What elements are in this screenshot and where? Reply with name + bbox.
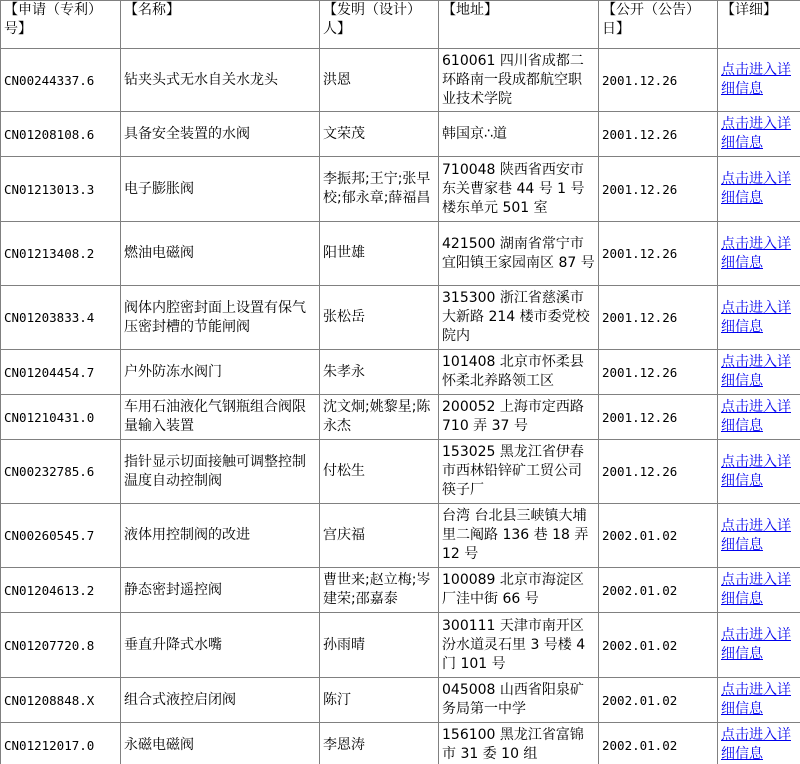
pub-date-cell: 2002.01.02 (599, 504, 718, 568)
app-no-cell: CN00244337.6 (1, 49, 121, 112)
address-cell: 153025 黑龙江省伊春市西林铅锌矿工贸公司筷子厂 (439, 440, 599, 504)
name-cell: 电子膨胀阀 (121, 157, 320, 222)
detail-link[interactable]: 点击进入详细信息 (721, 171, 791, 206)
detail-link[interactable]: 点击进入详细信息 (721, 354, 791, 389)
detail-link[interactable]: 点击进入详细信息 (721, 727, 791, 762)
table-row (1, 112, 800, 157)
address-cell: 156100 黑龙江省富锦市 31 委 10 组 (439, 723, 599, 764)
header-address: 【地址】 (439, 1, 599, 49)
header-inventor: 【发明（设计）人】 (320, 1, 439, 49)
app-no-cell: CN01204613.2 (1, 568, 121, 613)
name-cell: 永磁电磁阀 (121, 723, 320, 764)
address-cell: 100089 北京市海淀区厂洼中街 66 号 (439, 568, 599, 613)
detail-cell (718, 678, 800, 723)
pub-date-cell: 2001.12.26 (599, 440, 718, 504)
address-cell: 045008 山西省阳泉矿务局第一中学 (439, 678, 599, 723)
detail-cell (718, 112, 800, 157)
address-cell: 200052 上海市定西路 710 弄 37 号 (439, 395, 599, 440)
address-cell: 421500 湖南省常宁市宜阳镇王家园南区 87 号 (439, 222, 599, 286)
table-row (1, 49, 800, 112)
name-cell: 静态密封遥控阀 (121, 568, 320, 613)
inventor-cell: 朱孝永 (320, 350, 439, 395)
inventor-cell: 张松岳 (320, 286, 439, 350)
name-cell: 燃油电磁阀 (121, 222, 320, 286)
inventor-cell: 宫庆福 (320, 504, 439, 568)
detail-cell (718, 286, 800, 350)
inventor-cell: 洪恩 (320, 49, 439, 112)
inventor-cell: 李振邦;王宁;张早校;郁永章;薛福昌 (320, 157, 439, 222)
header-detail: 【详细】 (718, 1, 800, 49)
name-cell: 指针显示切面接触可调整控制温度自动控制阀 (121, 440, 320, 504)
detail-cell (718, 49, 800, 112)
detail-link[interactable]: 点击进入详细信息 (721, 517, 791, 553)
detail-link[interactable]: 点击进入详细信息 (721, 299, 791, 335)
table-row (1, 222, 800, 286)
name-cell: 具备安全装置的水阀 (121, 112, 320, 157)
table-row (1, 568, 800, 613)
name-cell: 组合式液控启闭阀 (121, 678, 320, 723)
app-no-cell: CN01207720.8 (1, 613, 121, 678)
name-cell: 阀体内腔密封面上设置有保气压密封槽的节能闸阀 (121, 286, 320, 350)
name-cell: 垂直升降式水嘴 (121, 613, 320, 678)
app-no-cell: CN00232785.6 (1, 440, 121, 504)
inventor-cell: 阳世雄 (320, 222, 439, 286)
address-cell: 300111 天津市南开区汾水道灵石里 3 号楼 4 门 101 号 (439, 613, 599, 678)
app-no-cell: CN01213013.3 (1, 157, 121, 222)
header-pub-date: 【公开（公告）日】 (599, 1, 718, 49)
name-cell: 车用石油液化气钢瓶组合阀限量输入装置 (121, 395, 320, 440)
table-row (1, 504, 800, 568)
detail-cell (718, 568, 800, 613)
name-cell: 钻夹头式无水自关水龙头 (121, 49, 320, 112)
table-row (1, 157, 800, 222)
app-no-cell: CN01203833.4 (1, 286, 121, 350)
detail-link[interactable]: 点击进入详细信息 (721, 116, 791, 151)
table-row (1, 723, 800, 764)
table-row (1, 678, 800, 723)
table-row (1, 350, 800, 395)
detail-cell (718, 723, 800, 764)
detail-cell (718, 222, 800, 286)
pub-date-cell: 2001.12.26 (599, 49, 718, 112)
detail-cell (718, 395, 800, 440)
detail-link[interactable]: 点击进入详细信息 (721, 627, 791, 662)
pub-date-cell: 2001.12.26 (599, 112, 718, 157)
table-row (1, 440, 800, 504)
table-header-row (1, 1, 800, 49)
pub-date-cell: 2001.12.26 (599, 222, 718, 286)
pub-date-cell: 2001.12.26 (599, 157, 718, 222)
address-cell: 台湾 台北县三峡镇大埔里二阄路 136 巷 18 弄 12 号 (439, 504, 599, 568)
pub-date-cell: 2001.12.26 (599, 395, 718, 440)
detail-cell (718, 440, 800, 504)
inventor-cell: 沈文炯;姚黎星;陈永杰 (320, 395, 439, 440)
app-no-cell: CN01213408.2 (1, 222, 121, 286)
inventor-cell: 付松生 (320, 440, 439, 504)
app-no-cell: CN01210431.0 (1, 395, 121, 440)
table-row (1, 395, 800, 440)
table-row (1, 613, 800, 678)
app-no-cell: CN01208108.6 (1, 112, 121, 157)
detail-link[interactable]: 点击进入详细信息 (721, 682, 791, 717)
inventor-cell: 孙雨晴 (320, 613, 439, 678)
inventor-cell: 文荣茂 (320, 112, 439, 157)
detail-cell (718, 157, 800, 222)
app-no-cell: CN01212017.0 (1, 723, 121, 764)
detail-cell (718, 350, 800, 395)
address-cell: 610061 四川省成都二环路南一段成都航空职业技术学院 (439, 49, 599, 112)
pub-date-cell: 2002.01.02 (599, 678, 718, 723)
address-cell: 韩国京∴道 (439, 112, 599, 157)
detail-cell (718, 504, 800, 568)
pub-date-cell: 2002.01.02 (599, 613, 718, 678)
detail-link[interactable]: 点击进入详细信息 (721, 453, 791, 489)
pub-date-cell: 2002.01.02 (599, 568, 718, 613)
inventor-cell: 陈汀 (320, 678, 439, 723)
detail-link[interactable]: 点击进入详细信息 (721, 235, 791, 271)
address-cell: 315300 浙江省慈溪市大新路 214 楼市委党校院内 (439, 286, 599, 350)
app-no-cell: CN01208848.X (1, 678, 121, 723)
inventor-cell: 李恩涛 (320, 723, 439, 764)
table-row (1, 286, 800, 350)
app-no-cell: CN01204454.7 (1, 350, 121, 395)
header-app-no: 【申请（专利）号】 (1, 1, 121, 49)
address-cell: 101408 北京市怀柔县怀柔北养路领工区 (439, 350, 599, 395)
header-name: 【名称】 (121, 1, 320, 49)
detail-cell (718, 613, 800, 678)
inventor-cell: 曹世来;赵立梅;岑建荣;邵嘉泰 (320, 568, 439, 613)
name-cell: 液体用控制阀的改进 (121, 504, 320, 568)
pub-date-cell: 2002.01.02 (599, 723, 718, 764)
pub-date-cell: 2001.12.26 (599, 286, 718, 350)
pub-date-cell: 2001.12.26 (599, 350, 718, 395)
app-no-cell: CN00260545.7 (1, 504, 121, 568)
detail-link[interactable]: 点击进入详细信息 (721, 62, 791, 97)
detail-link[interactable]: 点击进入详细信息 (721, 399, 791, 434)
name-cell: 户外防冻水阀门 (121, 350, 320, 395)
detail-link[interactable]: 点击进入详细信息 (721, 572, 791, 607)
address-cell: 710048 陕西省西安市东关曹家巷 44 号 1 号楼东单元 501 室 (439, 157, 599, 222)
